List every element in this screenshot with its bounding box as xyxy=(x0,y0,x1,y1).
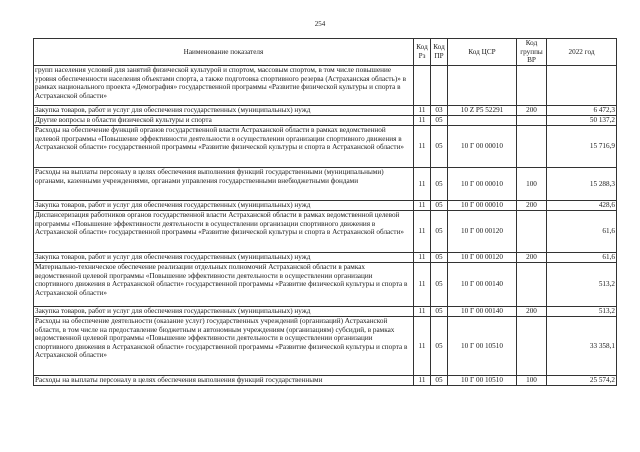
row-csr xyxy=(448,66,517,106)
row-amount: 428,6 xyxy=(547,201,617,211)
row-rz: 11 xyxy=(414,307,431,317)
row-vr: 100 xyxy=(517,168,547,201)
row-name: Закупка товаров, работ и услуг для обеспечения государственных (муниципальных) нужд xyxy=(34,253,414,263)
row-pr: 05 xyxy=(431,126,448,168)
table-row xyxy=(34,126,617,168)
row-rz: 11 xyxy=(414,126,431,168)
row-pr xyxy=(431,66,448,106)
row-amount: 61,6 xyxy=(547,211,617,253)
row-vr: 100 xyxy=(517,376,547,386)
table-row xyxy=(34,263,617,307)
header-year: 2022 год xyxy=(547,39,617,66)
row-rz: 11 xyxy=(414,376,431,386)
table-row xyxy=(34,376,617,386)
row-rz: 11 xyxy=(414,116,431,126)
row-pr: 05 xyxy=(431,168,448,201)
budget-table xyxy=(33,38,617,386)
row-amount: 6 472,3 xyxy=(547,106,617,116)
row-pr: 05 xyxy=(431,211,448,253)
row-name: Диспансеризация работников органов государственной власти Астраханской области в рамках ведомственной целевой программы «Повышение эффективности деятельности в осуществлении организации спортивного движения в Астраханской области» государственной программы «Развитие физической культуры и спорта в Астраханской области» xyxy=(34,211,414,253)
row-name: Закупка товаров, работ и услуг для обеспечения государственных (муниципальных) нужд xyxy=(34,106,414,116)
row-pr: 05 xyxy=(431,376,448,386)
row-rz: 11 xyxy=(414,168,431,201)
table-row xyxy=(34,66,617,106)
row-vr: 200 xyxy=(517,307,547,317)
row-csr: 10 Г 00 10510 xyxy=(448,317,517,376)
header-pr: Код ПР xyxy=(431,39,448,66)
row-rz xyxy=(414,66,431,106)
row-pr: 05 xyxy=(431,263,448,307)
table-row xyxy=(34,168,617,201)
row-pr: 05 xyxy=(431,116,448,126)
row-name: Расходы на обеспечение функций органов государственной власти Астраханской области в рамках ведомственной целевой программы «Повышение эффективности деятельности в осуществлении организации спортивного движения в Астраханской области» государственной программы «Развитие физической культуры и спорта в Астраханской области» xyxy=(34,126,414,168)
row-vr: 200 xyxy=(517,106,547,116)
row-amount: 513,2 xyxy=(547,263,617,307)
row-vr xyxy=(517,66,547,106)
row-name: Закупка товаров, работ и услуг для обеспечения государственных (муниципальных) нужд xyxy=(34,307,414,317)
row-pr: 05 xyxy=(431,201,448,211)
row-name: Расходы на выплаты персоналу в целях обеспечения выполнения функций государственными xyxy=(34,376,414,386)
row-amount: 50 137,2 xyxy=(547,116,617,126)
row-csr: 10 Г 00 00010 xyxy=(448,168,517,201)
row-rz: 11 xyxy=(414,201,431,211)
row-amount: 513,2 xyxy=(547,307,617,317)
row-name: Расходы на обеспечение деятельности (оказание услуг) государственных учреждений (организаций) Астраханской области, в том числе на предоставление бюджетным и автономным учреждениям (организациям) субсидий, в рамках ведомственной целевой программы «Повышение эффективности деятельности в осуществлении организации спортивного движения в Астраханской области» государственной программы «Развитие физической культуры и спорта в Астраханской области» xyxy=(34,317,414,376)
row-name: Расходы на выплаты персоналу в целях обеспечения выполнения функций государственными (муниципальными) органами, казенными учреждениями, органами управления государственными внебюджетными фондами xyxy=(34,168,414,201)
header-name: Наименование показателя xyxy=(34,39,414,66)
row-rz: 11 xyxy=(414,317,431,376)
row-csr: 10 Г 00 10510 xyxy=(448,376,517,386)
row-csr xyxy=(448,116,517,126)
row-csr: 10 Г 00 00120 xyxy=(448,211,517,253)
table-header-row xyxy=(34,39,617,66)
row-amount: 61,6 xyxy=(547,253,617,263)
table-row xyxy=(34,106,617,116)
row-rz: 11 xyxy=(414,253,431,263)
row-amount: 25 574,2 xyxy=(547,376,617,386)
header-csr: Код ЦСР xyxy=(448,39,517,66)
header-vr: Код группы ВР xyxy=(517,39,547,66)
row-csr: 10 Г 00 00010 xyxy=(448,201,517,211)
row-vr xyxy=(517,317,547,376)
header-rz: Код Рз xyxy=(414,39,431,66)
row-name: Материально-техническое обеспечение реализации отдельных полномочий Астраханской области в рамках ведомственной целевой программы «Повышение эффективности деятельности в осуществлении организации спортивного движения в Астраханской области» государственной программы «Развитие физической культуры и спорта в Астраханской области» xyxy=(34,263,414,307)
row-vr: 200 xyxy=(517,253,547,263)
row-csr: 10 Г 00 00120 xyxy=(448,253,517,263)
row-csr: 10 Г 00 00140 xyxy=(448,263,517,307)
row-vr xyxy=(517,126,547,168)
table-row xyxy=(34,253,617,263)
row-pr: 05 xyxy=(431,317,448,376)
table-row xyxy=(34,307,617,317)
row-csr: 10 Г 00 00140 xyxy=(448,307,517,317)
row-vr xyxy=(517,116,547,126)
row-vr: 200 xyxy=(517,201,547,211)
row-vr xyxy=(517,263,547,307)
row-amount: 33 358,1 xyxy=(547,317,617,376)
row-name: Закупка товаров, работ и услуг для обеспечения государственных (муниципальных) нужд xyxy=(34,201,414,211)
row-amount xyxy=(547,66,617,106)
row-pr: 05 xyxy=(431,307,448,317)
table-row xyxy=(34,211,617,253)
page-number: 254 xyxy=(314,20,326,28)
row-rz: 11 xyxy=(414,263,431,307)
table-row xyxy=(34,201,617,211)
row-name: групп населения условий для занятий физической культурой и спортом, массовым спортом, в том числе повышение уровня обеспеченности населения объектами спорта, а также подготовка спортивного резерва (Астраханская область)» в рамках национального проекта «Демография» государственной программы «Развитие физической культуры и спорта в Астраханской области» xyxy=(34,66,414,106)
row-csr: 10 Z P5 52291 xyxy=(448,106,517,116)
row-rz: 11 xyxy=(414,106,431,116)
row-amount: 15 288,3 xyxy=(547,168,617,201)
row-vr xyxy=(517,211,547,253)
row-csr: 10 Г 00 00010 xyxy=(448,126,517,168)
row-name: Другие вопросы в области физической культуры и спорта xyxy=(34,116,414,126)
row-pr: 05 xyxy=(431,253,448,263)
row-rz: 11 xyxy=(414,211,431,253)
table-row xyxy=(34,116,617,126)
row-amount: 15 716,9 xyxy=(547,126,617,168)
row-pr: 03 xyxy=(431,106,448,116)
table-row xyxy=(34,317,617,376)
